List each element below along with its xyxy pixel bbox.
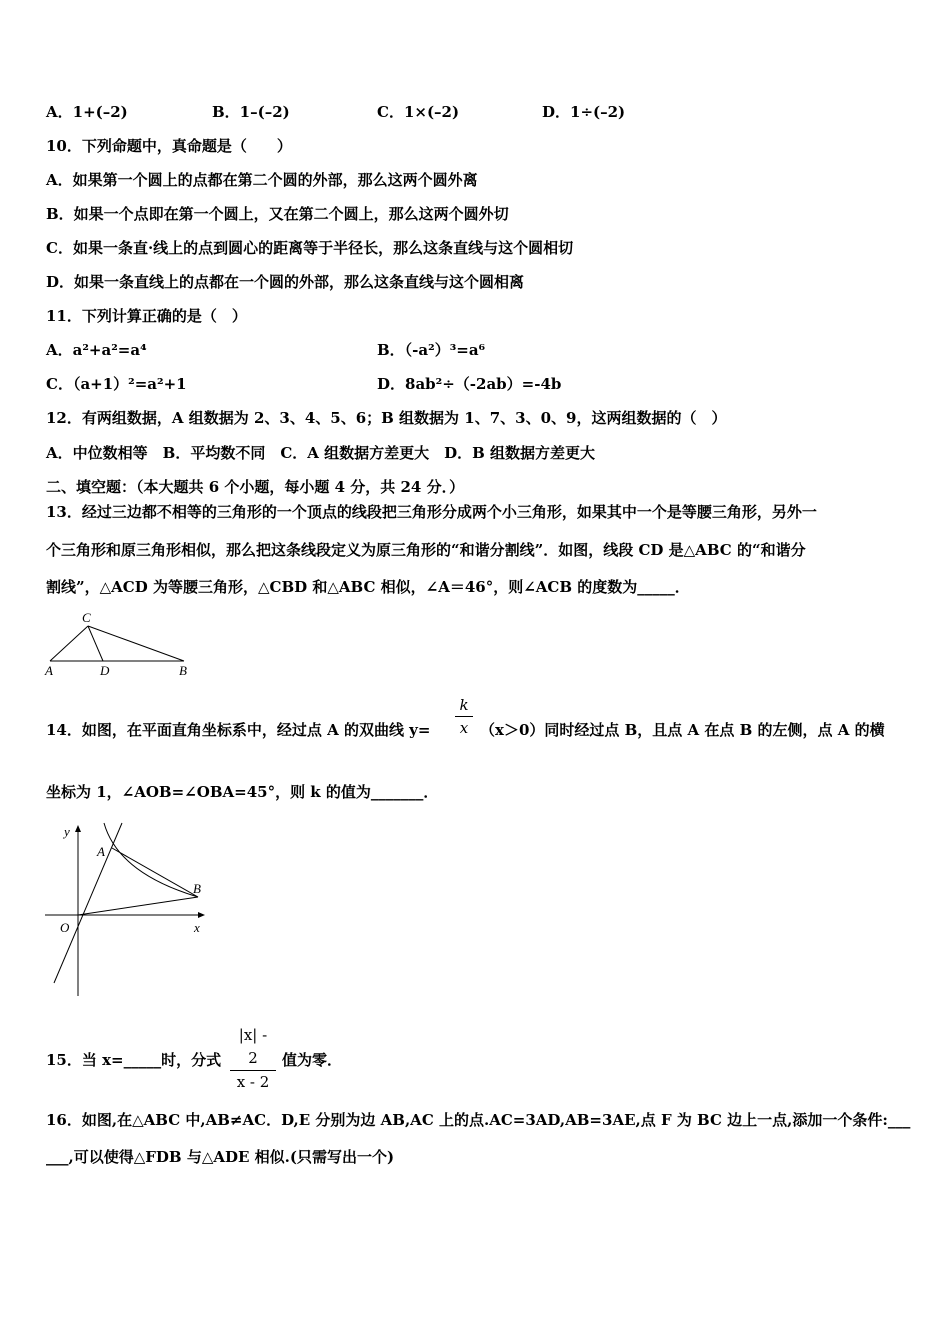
q10-option-c: C．如果一条直·线上的点到圆心的距离等于半径长，那么这条直线与这个圆相切	[46, 239, 574, 257]
q15-frac-num: |x| - 2	[230, 1024, 276, 1071]
q13-label-b: B	[179, 663, 187, 678]
q11-option-a: A．a²+a²=a⁴	[46, 341, 147, 359]
q14-label-a: A	[97, 844, 105, 859]
q15-fraction	[230, 1024, 276, 1094]
q13-label-d: D	[100, 663, 110, 678]
q13-line-3: 割线”，△ACD 为等腰三角形，△CBD 和△ABC 相似，∠A＝46°，则∠ACB 的度数为_____．	[46, 578, 690, 596]
q14-line-1b: （x＞0）同时经过点 B，且点 A 在点 B 的左侧，点 A 的横	[480, 721, 885, 739]
q13-side-ac	[50, 626, 88, 661]
q12-options: A．中位数相等 B．平均数不同 C．A 组数据方差更大 D．B 组数据方差更大	[46, 444, 596, 462]
q16-line-2: ___,可以使得△FDB 与△ADE 相似.(只需写出一个)	[46, 1148, 395, 1166]
q13-triangle-figure	[40, 608, 200, 683]
q12-stem: 12．有两组数据，A 组数据为 2、3、4、5、6；B 组数据为 1、7、3、0、9，这两组数据的（ ）	[46, 409, 727, 427]
q14-frac-num: k	[455, 694, 473, 717]
q13-line-2: 个三角形和原三角形相似，那么把这条线段定义为原三角形的“和谐分割线”．如图，线段 CD 是△ABC 的“和谐分	[46, 541, 806, 559]
q10-stem: 10．下列命题中，真命题是（ ）	[46, 137, 292, 155]
q13-label-c: C	[82, 610, 91, 625]
section-heading: 二、填空题：（本大题共 6 个小题，每小题 4 分，共 24 分．）	[46, 478, 465, 496]
q15-text-b: 值为零．	[282, 1051, 343, 1069]
q11-stem: 11．下列计算正确的是（ ）	[46, 307, 247, 325]
q14-line-2: 坐标为 1，∠AOB=∠OBA=45°，则 k 的值为_______．	[46, 783, 439, 801]
q14-x-axis-arrow	[198, 912, 205, 918]
q14-coordinate-figure	[40, 818, 215, 1000]
q10-option-b: B．如果一个点即在第一个圆上，又在第二个圆上，那么这两个圆外切	[46, 205, 509, 223]
q9-option-a: A．1+(–2)	[46, 103, 128, 121]
q14-label-x: x	[194, 920, 200, 935]
q14-fraction	[455, 694, 473, 739]
q11-option-c: C．（a+1）²=a²+1	[46, 375, 187, 393]
q10-option-a: A．如果第一个圆上的点都在第二个圆的外部，那么这两个圆外离	[46, 171, 478, 189]
q14-line-1a: 14．如图，在平面直角坐标系中，经过点 A 的双曲线 y=	[46, 721, 431, 739]
q14-label-b: B	[193, 881, 201, 896]
q14-label-y: y	[64, 824, 70, 839]
q16-line-1: 16．如图,在△ABC 中,AB≠AC．D,E 分别为边 AB,AC 上的点.AC=3AD,AB=3AE,点 F 为 BC 边上一点,添加一个条件:___	[46, 1111, 911, 1129]
q14-label-o: O	[60, 920, 70, 935]
q14-y-axis-arrow	[75, 825, 81, 832]
q14-line-ab	[112, 848, 198, 897]
q14-hyperbola	[104, 823, 198, 897]
q10-option-d: D．如果一条直线上的点都在一个圆的外部，那么这条直线与这个圆相离	[46, 273, 525, 291]
q9-option-d: D．1÷(–2)	[542, 103, 626, 121]
q13-label-a: A	[45, 663, 53, 678]
q11-option-b: B．（-a²）³=a⁶	[377, 341, 486, 359]
q14-line-oa	[54, 823, 122, 983]
q15-frac-den: x - 2	[236, 1073, 270, 1091]
q14-frac-den: x	[459, 719, 469, 737]
q11-option-d: D．8ab²÷（-2ab）=-4b	[377, 375, 562, 393]
q9-option-c: C．1×(–2)	[377, 103, 460, 121]
q9-option-b: B．1–(–2)	[212, 103, 290, 121]
q13-segment-cd	[88, 626, 103, 661]
q14-line-ob	[78, 897, 198, 915]
q15-text-a: 15．当 x=_____时，分式	[46, 1051, 222, 1069]
q13-side-cb	[88, 626, 184, 661]
q13-line-1: 13．经过三边都不相等的三角形的一个顶点的线段把三角形分成两个小三角形，如果其中一个是等腰三角形，另外一	[46, 503, 817, 521]
